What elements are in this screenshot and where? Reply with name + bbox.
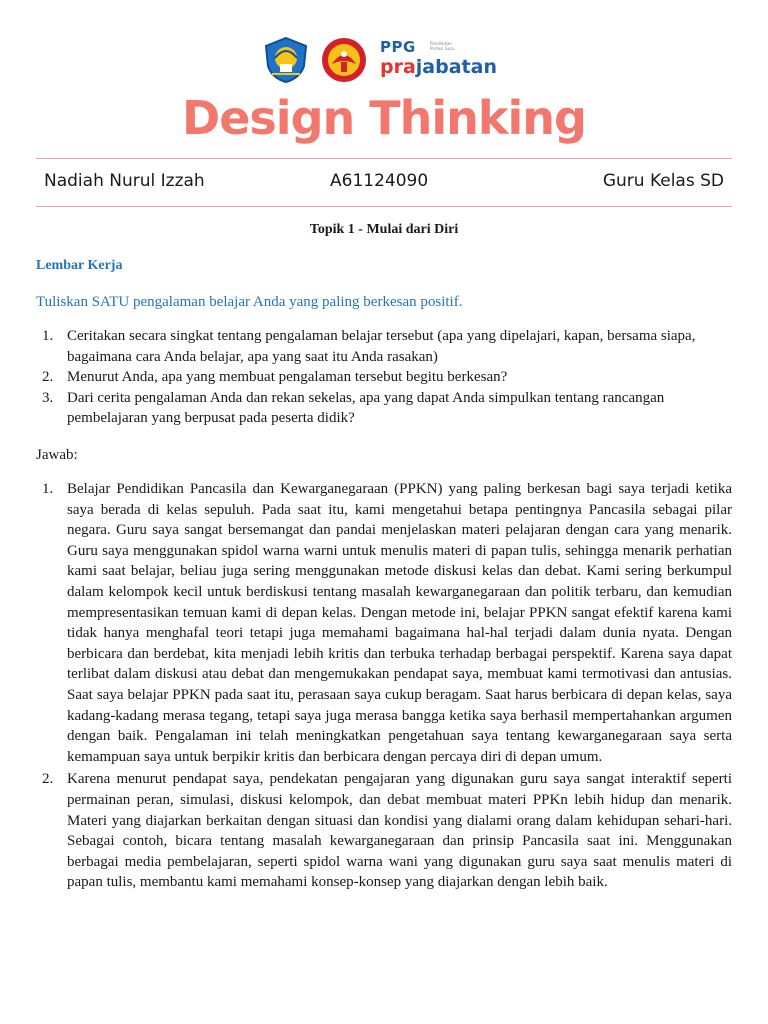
ppg-tiny-text: Pendidikan Profesi Guru [430, 41, 455, 51]
answer-item [36, 769, 732, 893]
ppg-prajabatan-logo [380, 38, 497, 78]
answer-list [36, 479, 732, 893]
question-number: 3. [42, 389, 54, 406]
answer-label: Jawab: [36, 447, 78, 463]
answer-item [36, 479, 732, 767]
answer-text: Belajar Pendidikan Pancasila dan Kewarganegaraan (PPKN) yang paling berkesan bagi saya terjadi ketika saya berada di kelas sepuluh. Pada saat itu, kami mengetahui betapa pentingnya Pancasila sebagai pilar negara. Guru saya sangat bersemangat dan pandai menjelaskan materi pelajaran dengan cara yang menarik. Guru saya menggunakan spidol warna warni untuk menulis materi di papan tulis, sehingga menarik perhatian kami saat belajar, beliau juga sering menggunakan metode diskusi kelas dan debat. Kami sering berkumpul dalam kelompok kecil untuk berdiskusi tentang masalah kewarganegaraan dan politik terbaru, dan kemudian mempresentasikan temuan kami di depan kelas. Dengan metode ini, belajar PPKN sangat efektif karena kami tidak hanya menghafal teori tetapi juga memahami bagaimana hal-hal terjadi dalam dunia nyata. Dengan berbicara dan berdebat, kita menjadi lebih kritis dan terbuka terhadap berbagai perspektif. Karena saya dapat terlibat dalam diskusi atau debat dan mengemukakan pendapat saya, membuat kami termotivasi dan antusias. Saat saya belajar PPKN pada saat itu, perasaan saya cukup beragam. Saat harus berbicara di depan kelas, saya kadang-kadang merasa tegang, tetapi saya juga merasa bangga ketika saya berhasil mempertahankan argumen dengan baik. Pengalaman ini telah meningkatkan pengetahuan saya tentang kewarganegaraan saya serta kemampuan saya untuk berpikir kritis dan berbicara dengan percaya diri di depan umum. [67, 481, 732, 765]
question-list [36, 326, 732, 429]
logo-bar [0, 36, 768, 84]
upi-logo [320, 36, 368, 84]
student-program: Guru Kelas SD [602, 171, 724, 191]
divider-top [36, 158, 732, 159]
question-item [36, 367, 732, 388]
ppg-bottom-part-a: pra [380, 56, 416, 78]
ppg-top-text: PPG [380, 38, 416, 56]
divider-bottom [36, 206, 732, 207]
kemdikbud-logo [262, 36, 310, 84]
topic-heading: Topik 1 - Mulai dari Diri [309, 222, 459, 237]
page-title: Design Thinking [182, 91, 586, 145]
worksheet-label: Lembar Kerja [36, 258, 123, 273]
question-text: Menurut Anda, apa yang membuat pengalaman tersebut begitu berkesan? [67, 369, 508, 386]
question-item [36, 388, 732, 429]
ppg-bottom-part-b: jabatan [415, 56, 497, 78]
instruction-text: Tuliskan SATU pengalaman belajar Anda yang paling berkesan positif. [36, 294, 463, 310]
question-item [36, 326, 732, 367]
student-id: A61124090 [330, 171, 429, 191]
question-text: Ceritakan secara singkat tentang pengalaman belajar tersebut (apa yang dipelajari, kapan, bersama siapa, bagaimana cara Anda belajar, apa yang saat itu Anda rasakan) [67, 328, 696, 365]
answer-number: 1. [42, 481, 54, 497]
question-text: Dari cerita pengalaman Anda dan rekan sekelas, apa yang dapat Anda simpulkan tentang rancangan pembelajaran yang berpusat pada peserta didik? [67, 389, 665, 427]
answer-number: 2. [42, 771, 54, 788]
question-number: 2. [42, 369, 54, 386]
question-number: 1. [42, 328, 54, 344]
student-name: Nadiah Nurul Izzah [44, 171, 205, 191]
answer-text: Karena menurut pendapat saya, pendekatan pengajaran yang digunakan guru saya sangat interaktif seperti permainan peran, simulasi, diskusi kelompok, dan debat membuat materi PPKn lebih hidup dan menarik. Materi yang diajarkan berkaitan dengan situasi dan kondisi yang dialami orang dalam kehidupan sehari-hari. Sebagai contoh, bicara tentang masalah kewarganegaraan dan prinsip Pancasila saat ini. Menggunakan berbagai media pembelajaran, seperti spidol warna wani yang digunakan guru saya saat menulis materi di papan tulis, membantu kami memahami konsep-konsep yang diajarkan dengan lebih baik. [67, 771, 732, 891]
ppg-bottom-text [380, 56, 497, 78]
